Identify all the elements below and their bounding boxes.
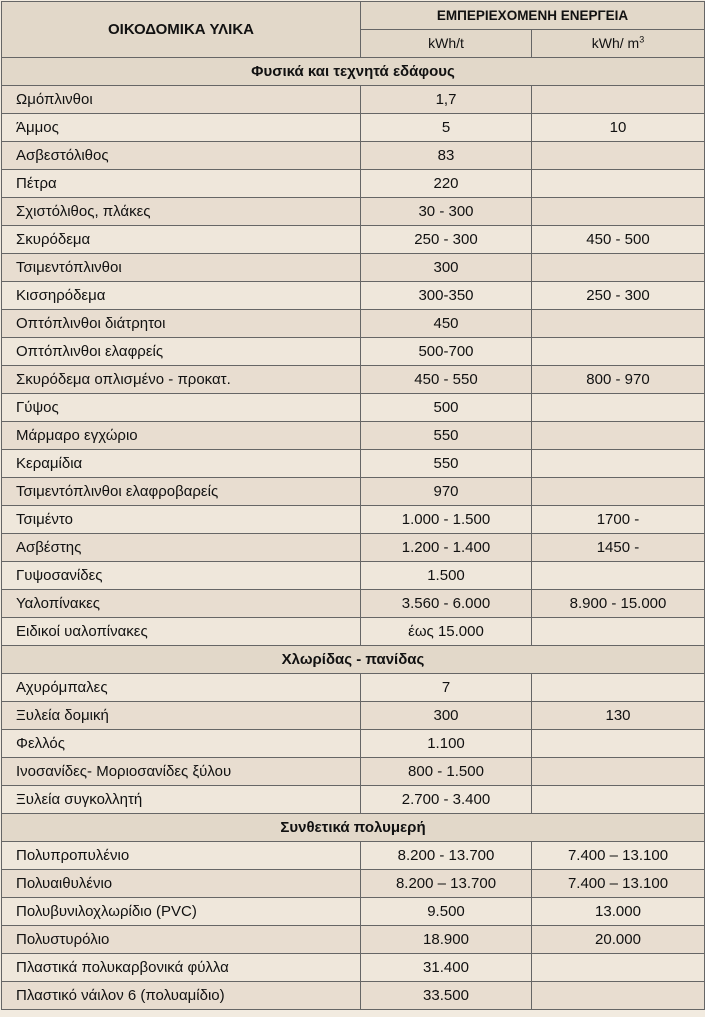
table-row — [2, 310, 705, 338]
energy-per-ton-cell: 1,7 — [361, 86, 532, 114]
table-row — [2, 758, 705, 786]
energy-per-m3-cell — [532, 954, 705, 982]
material-name-cell: Ξυλεία δομική — [2, 702, 361, 730]
unit-per-cubic-meter-header — [532, 30, 705, 58]
energy-per-m3-cell — [532, 170, 705, 198]
material-name-cell: Φελλός — [2, 730, 361, 758]
table-row — [2, 226, 705, 254]
energy-per-m3-cell — [532, 394, 705, 422]
energy-per-m3-cell — [532, 142, 705, 170]
energy-per-m3-cell — [532, 758, 705, 786]
table-row — [2, 366, 705, 394]
energy-per-ton-cell: έως 15.000 — [361, 618, 532, 646]
energy-per-ton-cell: 450 — [361, 310, 532, 338]
energy-per-ton-cell: 500-700 — [361, 338, 532, 366]
table-row — [2, 478, 705, 506]
material-name-cell: Ασβεστόλιθος — [2, 142, 361, 170]
material-name-cell: Πλαστικά πολυκαρβονικά φύλλα — [2, 954, 361, 982]
table-row — [2, 702, 705, 730]
material-name-cell: Οπτόπλινθοι διάτρητοι — [2, 310, 361, 338]
table-row — [2, 394, 705, 422]
material-name-cell: Άμμος — [2, 114, 361, 142]
material-name-cell: Πολυπροπυλένιο — [2, 842, 361, 870]
energy-per-m3-cell — [532, 478, 705, 506]
unit-m3-superscript: 3 — [639, 34, 645, 45]
energy-group-header: ΕΜΠΕΡΙΕΧΟΜΕΝΗ ΕΝΕΡΓΕΙΑ — [361, 2, 705, 30]
energy-per-m3-cell: 13.000 — [532, 898, 705, 926]
energy-per-m3-cell: 130 — [532, 702, 705, 730]
table-row — [2, 170, 705, 198]
energy-per-m3-cell — [532, 310, 705, 338]
material-name-cell: Υαλοπίνακες — [2, 590, 361, 618]
table-row — [2, 142, 705, 170]
table-row — [2, 282, 705, 310]
energy-per-m3-cell: 20.000 — [532, 926, 705, 954]
energy-per-ton-cell: 1.200 - 1.400 — [361, 534, 532, 562]
energy-per-ton-cell: 8.200 - 13.700 — [361, 842, 532, 870]
material-name-cell: Ινοσανίδες- Μοριοσανίδες ξύλου — [2, 758, 361, 786]
energy-per-ton-cell: 220 — [361, 170, 532, 198]
material-name-cell: Σκυρόδεμα — [2, 226, 361, 254]
material-name-cell: Κεραμίδια — [2, 450, 361, 478]
table-row — [2, 954, 705, 982]
energy-per-ton-cell: 800 - 1.500 — [361, 758, 532, 786]
material-name-cell: Τσιμεντόπλινθοι — [2, 254, 361, 282]
energy-per-m3-cell — [532, 982, 705, 1010]
energy-per-ton-cell: 300 — [361, 254, 532, 282]
table-row — [2, 870, 705, 898]
section-header-row — [2, 814, 705, 842]
material-name-cell: Ωμόπλινθοι — [2, 86, 361, 114]
energy-per-ton-cell: 300 — [361, 702, 532, 730]
energy-per-m3-cell: 800 - 970 — [532, 366, 705, 394]
table-body — [2, 58, 705, 1010]
table-row — [2, 590, 705, 618]
energy-per-ton-cell: 7 — [361, 674, 532, 702]
energy-per-ton-cell: 1.100 — [361, 730, 532, 758]
energy-per-m3-cell: 7.400 – 13.100 — [532, 842, 705, 870]
embodied-energy-table — [1, 1, 705, 1010]
material-name-cell: Πολυαιθυλένιο — [2, 870, 361, 898]
energy-per-ton-cell: 83 — [361, 142, 532, 170]
energy-per-ton-cell: 5 — [361, 114, 532, 142]
energy-per-m3-cell — [532, 674, 705, 702]
energy-per-ton-cell: 33.500 — [361, 982, 532, 1010]
table-row — [2, 786, 705, 814]
energy-per-ton-cell: 1.000 - 1.500 — [361, 506, 532, 534]
material-name-cell: Ειδικοί υαλοπίνακες — [2, 618, 361, 646]
energy-per-m3-cell — [532, 198, 705, 226]
section-title: Φυσικά και τεχνητά εδάφους — [2, 58, 705, 86]
material-name-cell: Σχιστόλιθος, πλάκες — [2, 198, 361, 226]
material-name-cell: Αχυρόμπαλες — [2, 674, 361, 702]
section-title: Συνθετικά πολυμερή — [2, 814, 705, 842]
table-row — [2, 926, 705, 954]
energy-per-ton-cell: 3.560 - 6.000 — [361, 590, 532, 618]
material-name-cell: Πλαστικό νάιλον 6 (πολυαμίδιο) — [2, 982, 361, 1010]
energy-per-ton-cell: 30 - 300 — [361, 198, 532, 226]
energy-per-ton-cell: 550 — [361, 450, 532, 478]
material-name-cell: Γύψος — [2, 394, 361, 422]
table-row — [2, 842, 705, 870]
energy-per-ton-cell: 500 — [361, 394, 532, 422]
table-row — [2, 562, 705, 590]
energy-per-ton-cell: 8.200 – 13.700 — [361, 870, 532, 898]
energy-per-ton-cell: 300-350 — [361, 282, 532, 310]
table-row — [2, 534, 705, 562]
material-name-cell: Πέτρα — [2, 170, 361, 198]
unit-m3-base: kWh/ m — [591, 35, 640, 51]
energy-per-ton-cell: 450 - 550 — [361, 366, 532, 394]
material-name-cell: Ξυλεία συγκολλητή — [2, 786, 361, 814]
section-header-row — [2, 58, 705, 86]
table-header — [2, 2, 705, 58]
energy-per-m3-cell — [532, 450, 705, 478]
material-name-cell: Γυψοσανίδες — [2, 562, 361, 590]
energy-per-ton-cell: 550 — [361, 422, 532, 450]
energy-per-m3-cell — [532, 86, 705, 114]
section-header-row — [2, 646, 705, 674]
table-row — [2, 254, 705, 282]
table-row — [2, 674, 705, 702]
section-title: Χλωρίδας - πανίδας — [2, 646, 705, 674]
material-name-cell: Πολυβυνιλοχλωρίδιο (PVC) — [2, 898, 361, 926]
table-row — [2, 618, 705, 646]
energy-per-m3-cell: 7.400 – 13.100 — [532, 870, 705, 898]
energy-per-ton-cell: 250 - 300 — [361, 226, 532, 254]
energy-per-m3-cell: 250 - 300 — [532, 282, 705, 310]
energy-per-ton-cell: 18.900 — [361, 926, 532, 954]
energy-per-m3-cell — [532, 338, 705, 366]
energy-per-ton-cell: 1.500 — [361, 562, 532, 590]
table-row — [2, 114, 705, 142]
table-row — [2, 86, 705, 114]
energy-per-m3-cell: 1450 - — [532, 534, 705, 562]
table-row — [2, 422, 705, 450]
material-name-cell: Κισσηρόδεμα — [2, 282, 361, 310]
energy-per-m3-cell — [532, 562, 705, 590]
material-name-cell: Οπτόπλινθοι ελαφρείς — [2, 338, 361, 366]
material-name-cell: Μάρμαρο εγχώριο — [2, 422, 361, 450]
energy-per-ton-cell: 2.700 - 3.400 — [361, 786, 532, 814]
energy-per-m3-cell: 8.900 - 15.000 — [532, 590, 705, 618]
material-name-cell: Τσιμεντόπλινθοι ελαφροβαρείς — [2, 478, 361, 506]
material-column-header: ΟΙΚΟΔΟΜΙΚΑ ΥΛΙΚΑ — [2, 2, 361, 58]
energy-per-ton-cell: 9.500 — [361, 898, 532, 926]
table-row — [2, 506, 705, 534]
energy-per-m3-cell — [532, 730, 705, 758]
energy-per-m3-cell: 1700 - — [532, 506, 705, 534]
material-name-cell: Σκυρόδεμα οπλισμένο - προκατ. — [2, 366, 361, 394]
energy-per-ton-cell: 31.400 — [361, 954, 532, 982]
unit-per-ton-header: kWh/t — [361, 30, 532, 58]
table-row — [2, 198, 705, 226]
table-row — [2, 730, 705, 758]
table-row — [2, 982, 705, 1010]
energy-per-m3-cell: 450 - 500 — [532, 226, 705, 254]
material-name-cell: Ασβέστης — [2, 534, 361, 562]
table-row — [2, 450, 705, 478]
table-row — [2, 338, 705, 366]
energy-per-m3-cell: 10 — [532, 114, 705, 142]
material-name-cell: Πολυστυρόλιο — [2, 926, 361, 954]
energy-per-m3-cell — [532, 254, 705, 282]
energy-per-m3-cell — [532, 422, 705, 450]
energy-per-m3-cell — [532, 786, 705, 814]
energy-per-m3-cell — [532, 618, 705, 646]
energy-per-ton-cell: 970 — [361, 478, 532, 506]
material-name-cell: Τσιμέντο — [2, 506, 361, 534]
table-row — [2, 898, 705, 926]
